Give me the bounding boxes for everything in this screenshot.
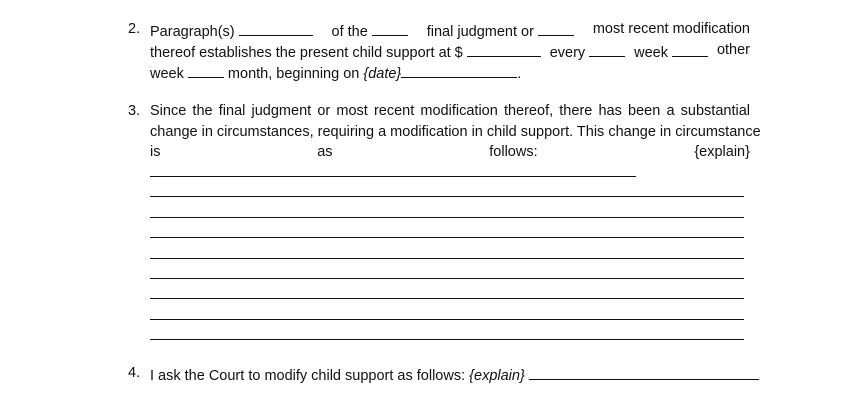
item-3-line-1 <box>150 103 750 119</box>
week-label: week <box>634 45 668 61</box>
item-2-line-2 <box>150 42 750 61</box>
follows-label: follows: <box>489 144 538 160</box>
item-4-number: 4. <box>128 365 141 381</box>
explain-line-1[interactable] <box>150 176 636 177</box>
child-support-amount-blank[interactable] <box>467 42 541 57</box>
of-the-group <box>332 21 408 40</box>
item-4-explain-blank[interactable] <box>529 365 759 380</box>
item-3-number: 3. <box>128 103 141 119</box>
every-group <box>550 42 626 61</box>
explain-line-9[interactable] <box>150 339 744 340</box>
final-judgment-label: final judgment or <box>426 24 534 40</box>
month-beginning-label: month, beginning on <box>227 66 360 82</box>
explain-line-5[interactable] <box>150 258 744 259</box>
child-support-amount-group <box>150 42 541 61</box>
item-3-text-line-1: Since the final judgment or most recent modification thereof, there has been a substantial <box>150 103 750 119</box>
explain-line-3[interactable] <box>150 217 744 218</box>
of-the-label: of the <box>331 24 368 40</box>
item-4-text: I ask the Court to modify child support as follows: <box>150 368 466 384</box>
week-label-2: week <box>150 66 184 82</box>
final-judgment-group <box>427 21 574 40</box>
every-label: every <box>549 45 586 61</box>
item-4-line <box>150 365 759 384</box>
every-blank[interactable] <box>589 42 625 57</box>
of-the-blank[interactable] <box>372 21 408 36</box>
final-judgment-blank[interactable] <box>538 21 574 36</box>
other-label: other <box>716 42 750 58</box>
item-3-line-3 <box>150 144 750 160</box>
item-3-line-2 <box>150 124 761 140</box>
item-2-period: . <box>517 66 522 82</box>
paragraphs-label-group <box>150 21 313 40</box>
week-group <box>634 42 708 61</box>
date-blank[interactable] <box>401 63 517 78</box>
as-label: as <box>317 144 333 160</box>
week-blank[interactable] <box>672 42 708 57</box>
explain-line-8[interactable] <box>150 319 744 320</box>
item-3-text-line-2: change in circumstances, requiring a modification in child support. This change in circumstance <box>150 124 761 140</box>
explain-label: {explain} <box>694 144 750 160</box>
item-2-number: 2. <box>128 21 141 37</box>
is-label: is <box>150 144 161 160</box>
child-support-amount-label: thereof establishes the present child support at $ <box>150 45 463 61</box>
item-2-line-3 <box>150 63 521 82</box>
item-2-line-1 <box>150 21 750 40</box>
explain-line-7[interactable] <box>150 298 744 299</box>
date-label: {date} <box>363 66 402 82</box>
explain-line-2[interactable] <box>150 196 744 197</box>
week-month-blank[interactable] <box>188 63 224 78</box>
paragraphs-label: Paragraph(s) <box>150 24 235 40</box>
explain-line-4[interactable] <box>150 237 744 238</box>
paragraphs-blank[interactable] <box>239 21 313 36</box>
explain-line-6[interactable] <box>150 278 744 279</box>
most-recent-modification-label: most recent modification <box>592 21 750 37</box>
item-4-explain-label: {explain} <box>469 368 525 384</box>
